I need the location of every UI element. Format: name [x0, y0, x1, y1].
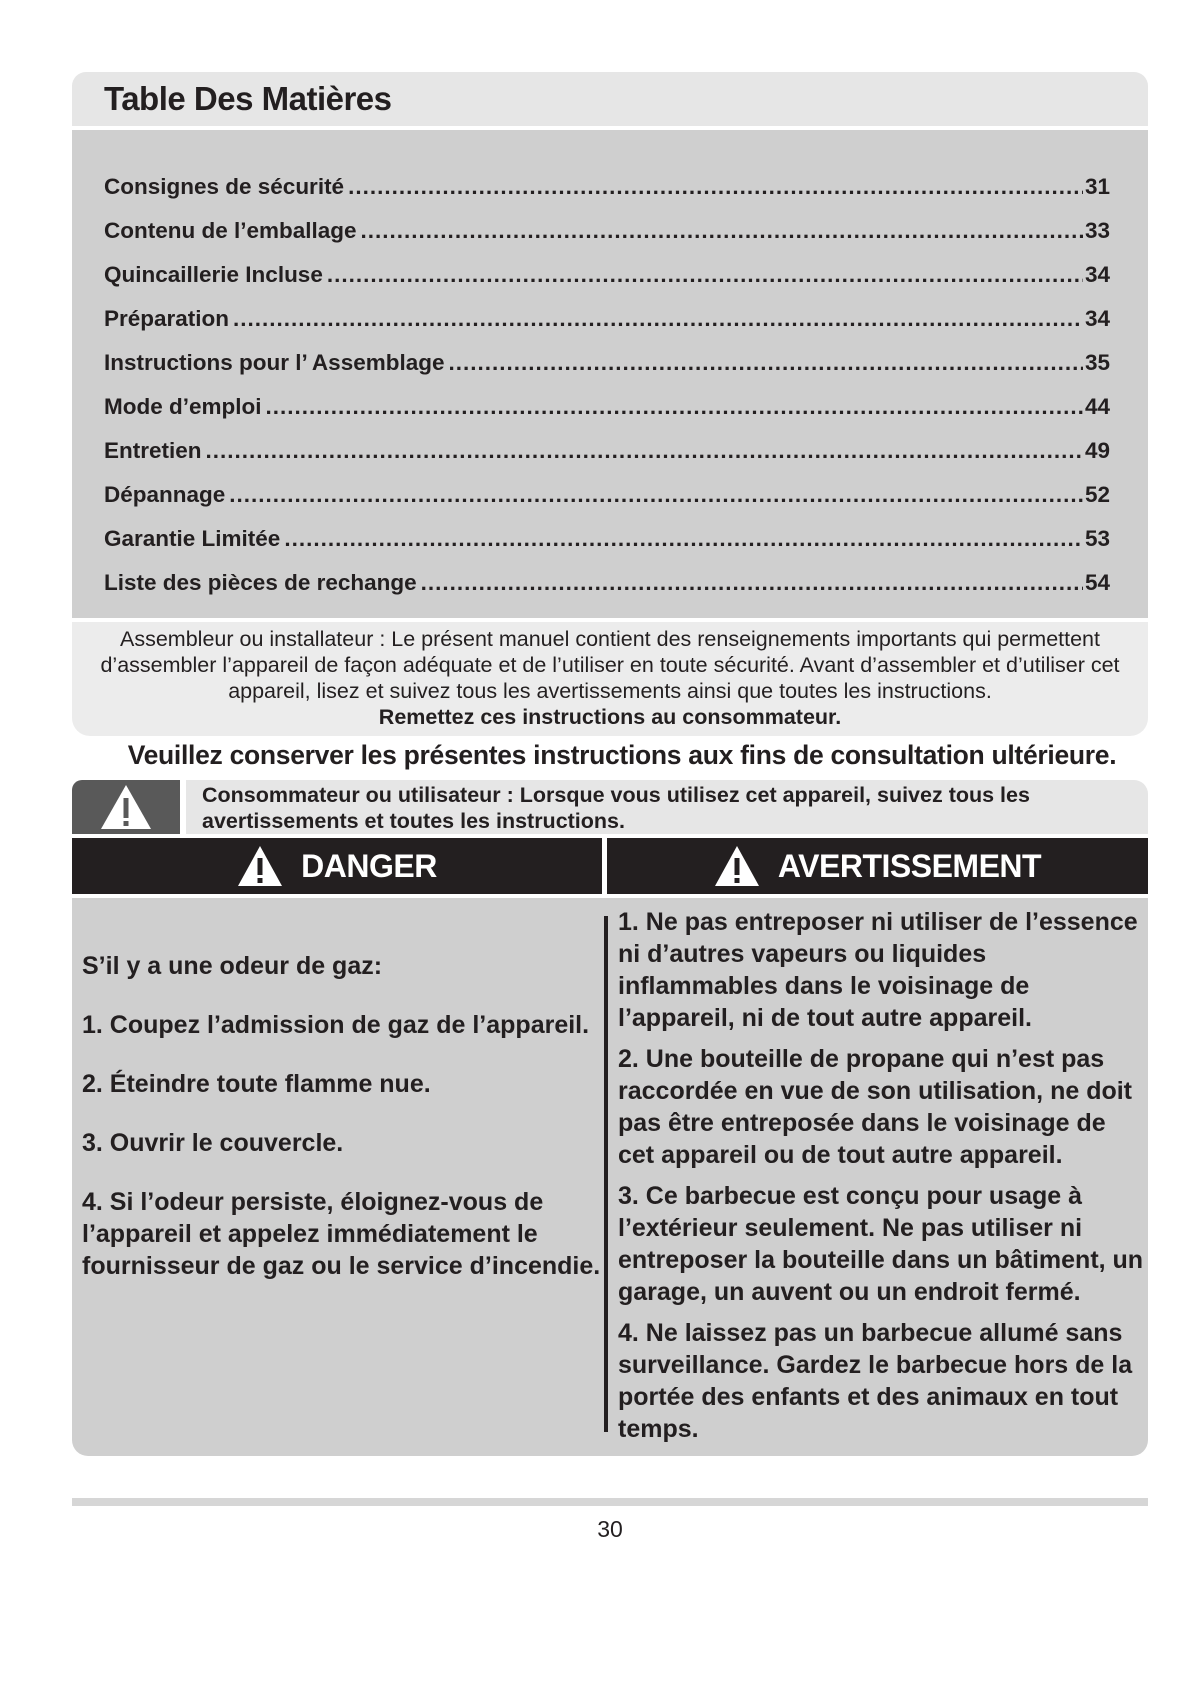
warning-item: 3. Ce barbecue est conçu pour usage à l’extérieur seulement. Ne pas utiliser ni entreposer la bouteille dans un bâtiment, un garage, un auvent ou un endroit fermé.: [618, 1182, 1144, 1306]
toc-leader-dots: [233, 306, 1083, 332]
toc-entry: [104, 420, 1110, 464]
toc-entry: [104, 332, 1110, 376]
installer-notice: [72, 622, 1148, 736]
toc-entry: [104, 376, 1110, 420]
toc-entry-label: Quincaillerie Incluse: [104, 262, 323, 287]
toc-list: [104, 156, 1110, 596]
toc-leader-dots: [421, 570, 1083, 596]
toc-entry-page: 34: [1084, 262, 1110, 287]
page-number: 30: [597, 1516, 623, 1542]
footer-rule: [72, 1498, 1148, 1506]
toc-entry-label: Liste des pièces de rechange: [104, 570, 417, 595]
danger-item: 4. Si l’odeur persiste, éloignez-vous de l’appareil et appelez immédiatement le fournisseur de gaz ou le service d’incendie.: [82, 1188, 601, 1280]
toc-entry-page: 31: [1084, 174, 1110, 199]
consumer-notice-box: [186, 780, 1148, 834]
danger-label: DANGER: [301, 847, 437, 884]
toc-entry-page: 34: [1084, 306, 1110, 331]
danger-item: 1. Coupez l’admission de gaz de l’appareil.: [82, 1011, 590, 1039]
toc-entry: [104, 288, 1110, 332]
warning-item: 2. Une bouteille de propane qui n’est pas raccordée en vue de son utilisation, ne doit pas être entreposée dans le voisinage de cet appareil ou de tout autre appareil.: [618, 1045, 1133, 1169]
warning-triangle-icon: [72, 780, 180, 834]
toc-leader-dots: [327, 262, 1083, 288]
toc-entry-label: Consignes de sécurité: [104, 174, 345, 199]
warning-item: 4. Ne laissez pas un barbecue allumé sans surveillance. Gardez le barbecue hors de la portée des enfants et des animaux en tout temps.: [618, 1319, 1133, 1443]
toc-leader-dots: [449, 350, 1083, 376]
warning-instructions: [618, 906, 1146, 1454]
toc-entry-page: 53: [1084, 526, 1110, 551]
toc-entry-page: 35: [1084, 350, 1110, 375]
warning-icon: [714, 845, 760, 887]
toc-leader-dots: [348, 174, 1083, 200]
toc-entry-label: Garantie Limitée: [104, 526, 281, 551]
toc-entry-label: Préparation: [104, 306, 230, 331]
toc-entry-label: Contenu de l’emballage: [104, 218, 357, 243]
danger-warning-icon: [237, 845, 283, 887]
toc-entry-page: 44: [1084, 394, 1110, 419]
consumer-warning-box: [72, 780, 180, 834]
toc-header: [72, 72, 1148, 126]
toc-entry-page: 52: [1084, 482, 1110, 507]
column-divider: [604, 916, 608, 1432]
toc-entry: [104, 508, 1110, 552]
toc-entry: [104, 464, 1110, 508]
consumer-notice: [72, 780, 1148, 834]
danger-item: 3. Ouvrir le couvercle.: [82, 1129, 344, 1157]
toc-entry-label: Mode d’emploi: [104, 394, 262, 419]
toc-entry-page: 49: [1084, 438, 1110, 463]
toc-entry: [104, 156, 1110, 200]
danger-item: 2. Éteindre toute flamme nue.: [82, 1070, 431, 1098]
keep-instructions-heading: Veuillez conserver les présentes instructions aux fins de consultation ultérieure.: [127, 740, 1117, 770]
toc-leader-dots: [266, 394, 1083, 420]
toc-leader-dots: [229, 482, 1083, 508]
danger-instructions: [82, 950, 602, 1309]
danger-item: S’il y a une odeur de gaz:: [82, 952, 383, 980]
consumer-notice-text: Consommateur ou utilisateur : Lorsque vous utilisez cet appareil, suivez tous les avertissements et toutes les instructions.: [202, 783, 1030, 833]
installer-notice-text: Assembleur ou installateur : Le présent manuel contient des renseignements importants qui permettent d’assembler l’appareil de façon adéquate et de l’utiliser en toute sécurité. Avant d’assembler et d’utiliser cet appareil, lisez et suivez tous les avertissements ainsi que toutes les instructions.: [100, 627, 1120, 703]
installer-notice-bold: Remettez ces instructions au consommateur.: [378, 705, 842, 729]
toc-leader-dots: [284, 526, 1083, 552]
toc-entry-label: Entretien: [104, 438, 202, 463]
toc-entry: [104, 552, 1110, 596]
toc-entry: [104, 200, 1110, 244]
toc-entry-page: 33: [1084, 218, 1110, 243]
toc-title: Table Des Matières: [104, 80, 392, 117]
toc-entry: [104, 244, 1110, 288]
warning-header: [607, 838, 1148, 894]
toc-entry-label: Instructions pour l’ Assemblage: [104, 350, 445, 375]
toc-leader-dots: [361, 218, 1083, 244]
danger-header: [72, 838, 602, 894]
hazard-panel: [72, 898, 1148, 1456]
toc-entry-label: Dépannage: [104, 482, 226, 507]
toc-body: [72, 130, 1148, 618]
warning-item: 1. Ne pas entreposer ni utiliser de l’essence ni d’autres vapeurs ou liquides inflammables dans le voisinage de l’appareil, ni de tout autre appareil.: [618, 908, 1138, 1032]
toc-leader-dots: [206, 438, 1083, 464]
warning-label: AVERTISSEMENT: [777, 847, 1042, 884]
toc-entry-page: 54: [1084, 570, 1110, 595]
